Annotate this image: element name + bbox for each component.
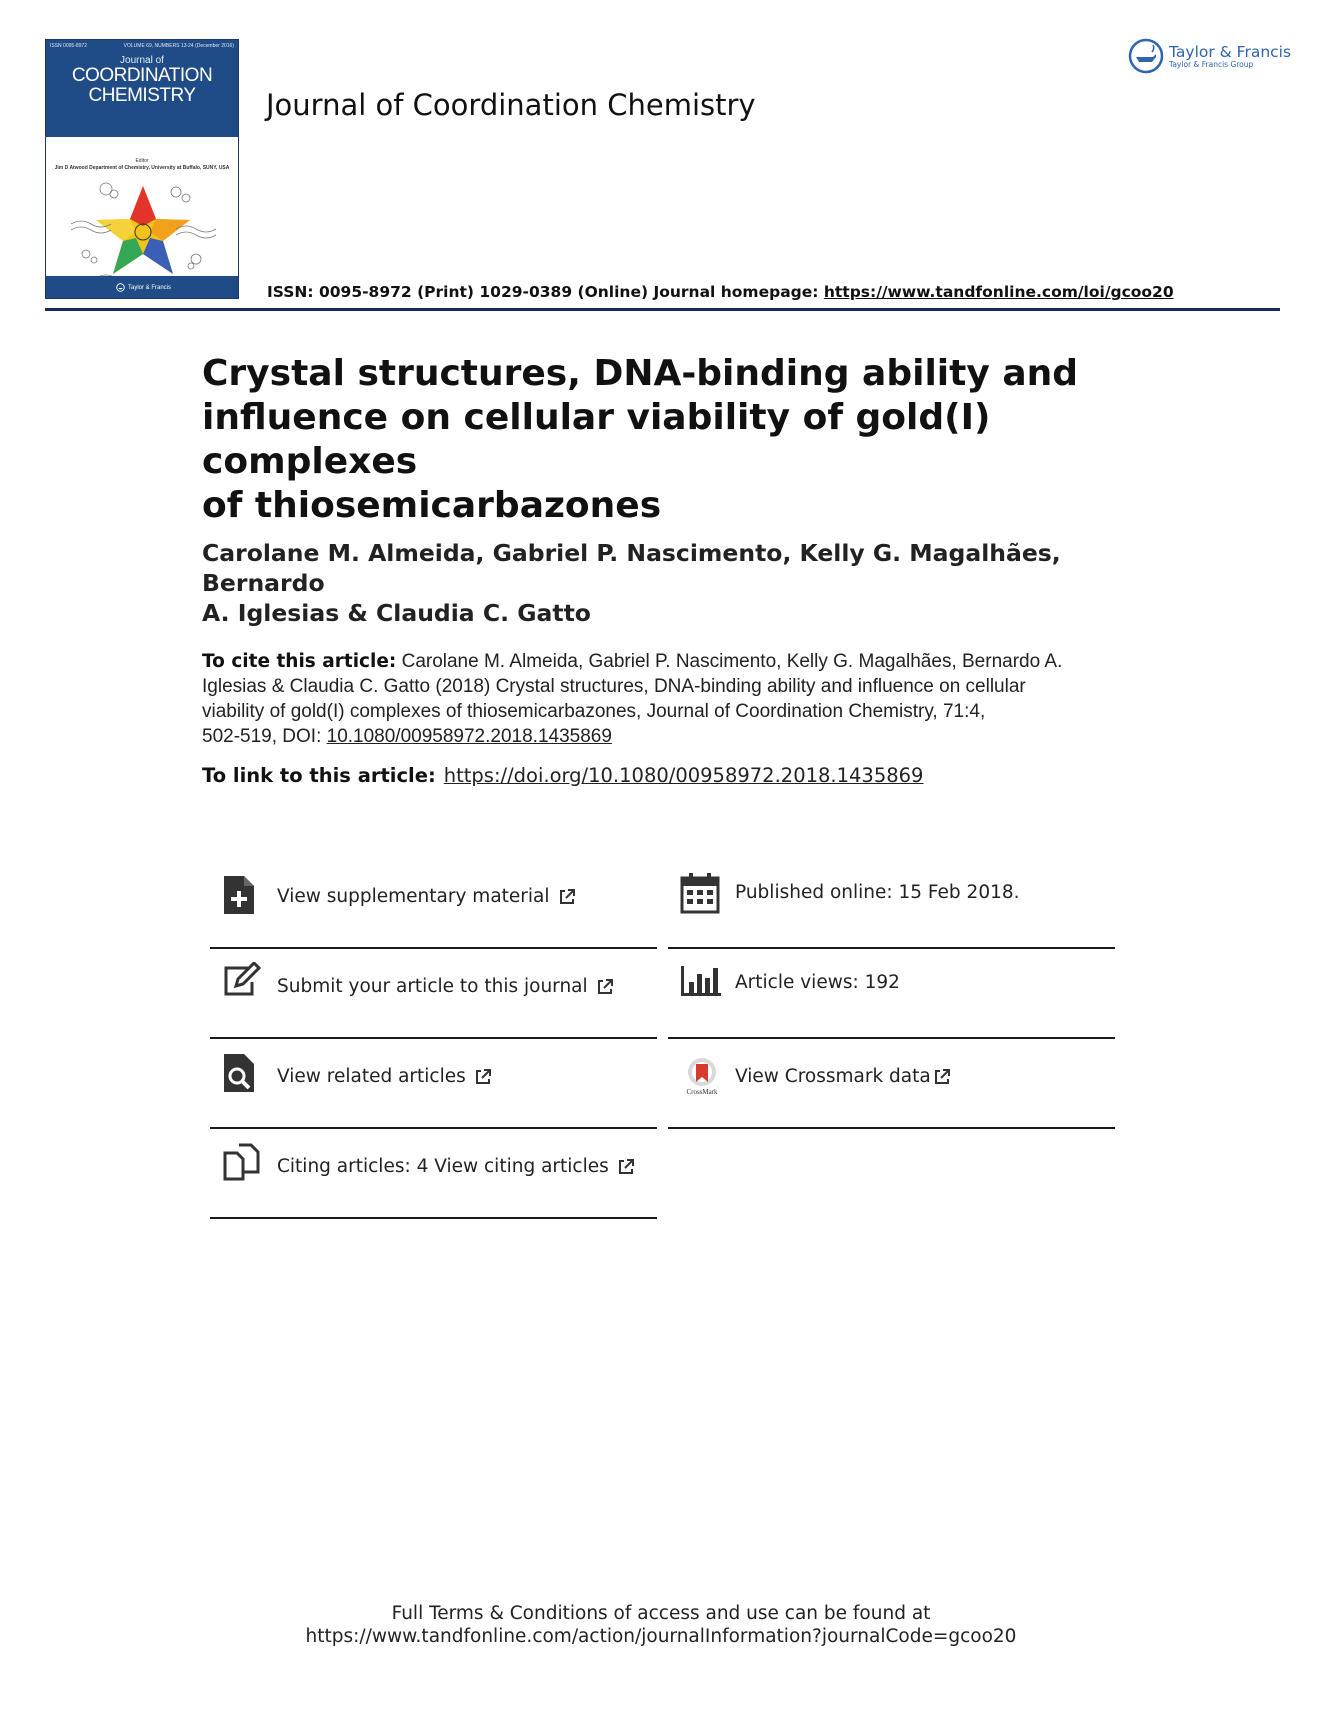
- crossmark-logo-text: CrossMark: [686, 1088, 718, 1096]
- issn-line: [267, 283, 1174, 301]
- citing-articles-link[interactable]: Citing articles: 4 View citing articles: [277, 1156, 609, 1177]
- published-online-text: Published online: 15 Feb 2018.: [735, 882, 1020, 903]
- submit-article-link[interactable]: Submit your article to this journal: [277, 976, 588, 997]
- cover-publisher-name: Taylor & Francis: [128, 284, 172, 291]
- supplementary-material-link[interactable]: View supplementary material: [277, 886, 550, 907]
- article-views-text: Article views: 192: [735, 972, 900, 993]
- external-link-icon: [617, 1158, 635, 1176]
- article-link-block: [202, 764, 1132, 787]
- cover-coordination: COORDINATION: [71, 65, 213, 86]
- cover-publisher-logo-icon: [116, 283, 125, 292]
- terms-footer-line: Full Terms & Conditions of access and use can be found at: [391, 1603, 931, 1624]
- citation-text: Carolane M. Almeida, Gabriel P. Nascimento, Kelly G. Magalhães, Bernardo A.: [396, 651, 1063, 672]
- calendar-icon: [680, 872, 720, 914]
- info-divider: [210, 1127, 657, 1129]
- citation-label: To cite this article:: [202, 651, 397, 672]
- info-divider: [668, 1037, 1115, 1039]
- info-divider: [210, 1217, 657, 1219]
- issn-text: ISSN: 0095-8972 (Print) 1029-0389 (Online) Journal homepage:: [267, 283, 824, 301]
- citation-block: [202, 649, 1132, 749]
- journal-cover[interactable]: [45, 39, 239, 299]
- supplementary-material-item[interactable]: [212, 862, 657, 950]
- cover-editor-label: Editor: [135, 158, 149, 164]
- journal-homepage-link[interactable]: https://www.tandfonline.com/loi/gcoo20: [823, 283, 1174, 301]
- related-articles-link[interactable]: View related articles: [277, 1066, 466, 1087]
- authors-line: A. Iglesias & Claudia C. Gatto: [202, 599, 591, 627]
- cover-issn: ISSN 0095-8972: [50, 43, 87, 49]
- external-link-icon: [558, 888, 576, 906]
- crossmark-item[interactable]: [670, 1042, 1115, 1130]
- citation-text: viability of gold(I) complexes of thiosemicarbazones, Journal of Coordination Chemistry, 71:4,: [202, 701, 986, 722]
- terms-footer-url[interactable]: https://www.tandfonline.com/action/journalInformation?journalCode=gcoo20: [305, 1626, 1017, 1647]
- journal-title: Journal of Coordination Chemistry: [266, 88, 756, 122]
- external-link-icon: [596, 978, 614, 996]
- citation-text: Iglesias & Claudia C. Gatto (2018) Crystal structures, DNA-binding ability and influence on cellular: [202, 676, 1026, 697]
- authors-line: Carolane M. Almeida, Gabriel P. Nascimento, Kelly G. Magalhães, Bernardo: [202, 539, 1061, 597]
- citation-text: 502-519, DOI:: [202, 726, 327, 747]
- article-title-line: Crystal structures, DNA-binding ability and: [202, 353, 1079, 394]
- article-doi-link[interactable]: https://doi.org/10.1080/00958972.2018.1435869: [443, 764, 924, 787]
- article-link-label: To link to this article:: [202, 764, 436, 787]
- taylor-francis-logo[interactable]: [1128, 38, 1291, 74]
- article-title: [202, 352, 1132, 528]
- crossmark-icon: [680, 1056, 724, 1096]
- info-divider: [668, 1127, 1115, 1129]
- crossmark-link[interactable]: View Crossmark data: [735, 1066, 931, 1087]
- bar-chart-icon: [680, 964, 722, 998]
- article-views-item: [670, 952, 1115, 1040]
- related-articles-item[interactable]: [212, 1042, 657, 1130]
- cover-chemistry: CHEMISTRY: [88, 85, 196, 106]
- cover-journal-of: Journal of: [120, 55, 164, 66]
- info-divider: [210, 947, 657, 949]
- published-online-item: [670, 862, 1115, 950]
- search-document-icon: [222, 1052, 256, 1094]
- file-plus-icon: [222, 874, 256, 916]
- article-authors: [202, 538, 1132, 628]
- cover-publisher: [116, 283, 171, 292]
- cover-volume: VOLUME 69, NUMBERS 13-24 (December 2016): [123, 43, 234, 49]
- external-link-icon: [474, 1068, 492, 1086]
- info-divider: [668, 947, 1115, 949]
- taylor-francis-lamp-icon: [1128, 38, 1164, 74]
- publisher-group: Taylor & Francis Group: [1169, 59, 1254, 69]
- header-divider: [45, 308, 1280, 311]
- cover-topline: [50, 43, 234, 49]
- cover-title: [46, 66, 238, 106]
- publisher-name: Taylor & Francis: [1169, 42, 1292, 61]
- cover-editor-name: Jim D Atwood Department of Chemistry, University at Buffalo, SUNY, USA: [54, 165, 230, 171]
- edit-icon: [222, 962, 262, 998]
- submit-article-item[interactable]: [212, 952, 657, 1040]
- article-title-line: influence on cellular viability of gold(I) complexes: [202, 397, 991, 482]
- copy-documents-icon: [222, 1142, 262, 1182]
- citing-articles-item[interactable]: [212, 1132, 657, 1220]
- citation-doi-link[interactable]: 10.1080/00958972.2018.1435869: [326, 726, 612, 747]
- terms-footer: [0, 1602, 1322, 1648]
- cover-editor: [46, 158, 238, 172]
- external-link-icon: [933, 1068, 951, 1086]
- article-title-line: of thiosemicarbazones: [202, 485, 662, 526]
- info-divider: [210, 1037, 657, 1039]
